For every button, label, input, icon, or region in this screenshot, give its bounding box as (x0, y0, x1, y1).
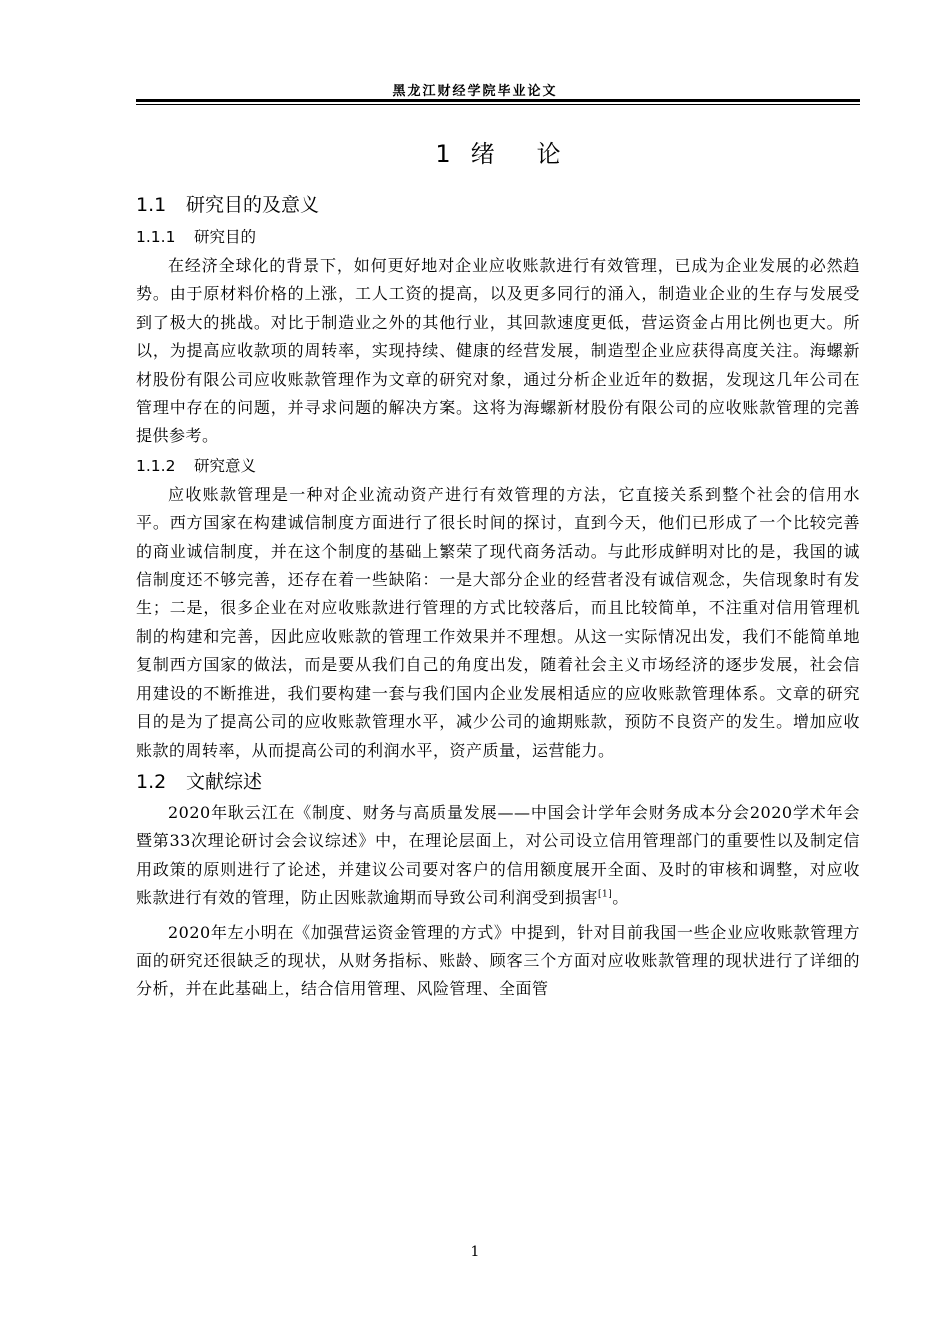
section-number: 1.1 (136, 194, 167, 216)
chapter-title-part2: 论 (536, 140, 561, 168)
paragraph-research-significance: 应收账款管理是一种对企业流动资产进行有效管理的方法，它直接关系到整个社会的信用水平。西方国家在构建诚信制度方面进行了很长时间的探讨，直到今天，他们已形成了一个比较完善的商业诚信制度，并在这个制度的基础上繁荣了现代商务活动。与此形成鲜明对比的是，我国的诚信制度还不够完善，还存在着一些缺陷：一是大部分企业的经营者没有诚信观念，失信现象时有发生；二是，很多企业在对应收账款进行管理的方式比较落后，而且比较简单，不注重对信用管理机制的构建和完善，因此应收账款的管理工作效果并不理想。从这一实际情况出发，我们不能简单地复制西方国家的做法，而是要从我们自己的角度出发，随着社会主义市场经济的逐步发展，社会信用建设的不断推进，我们要构建一套与我们国内企业发展相适应的应收账款管理体系。文章的研究目的是为了提高公司的应收账款管理水平，减少公司的逾期账款，预防不良资产的发生。增加应收账款的周转率，从而提高公司的利润水平，资产质量，运营能力。 (136, 484, 860, 760)
paragraph-text: 2020年耿云江在《制度、财务与高质量发展——中国会计学年会财务成本分会2020学术年会暨第33次理论研讨会会议综述》中，在理论层面上，对公司设立信用管理部门的重要性以及制定信用政策的原则进行了论述，并建议公司要对客户的信用额度展开全面、及时的审核和调整，对应收账款进行有效的管理，防止因账款逾期而导致公司利润受到损害 (136, 802, 860, 908)
header-rule-thin (136, 104, 860, 105)
chapter-title (136, 132, 860, 176)
page-content (136, 128, 860, 1004)
section-title: 文献综述 (186, 770, 263, 793)
header-rule-thick (136, 99, 860, 102)
section-title: 研究目的 (194, 228, 257, 246)
section-number: 1.1.1 (136, 228, 176, 246)
paragraph-literature-1 (136, 799, 860, 913)
section-number: 1.1.2 (136, 456, 176, 475)
section-title: 研究意义 (194, 456, 257, 475)
paragraph-literature-2: 2020年左小明在《加强营运资金管理的方式》中提到，针对目前我国一些企业应收账款管理方面的研究还很缺乏的现状，从财务指标、账龄、顾客三个方面对应收账款管理的现状进行了详细的分析，并在此基础上，结合信用管理、风险管理、全面管 (136, 922, 860, 999)
section-heading-1-1-2 (136, 451, 860, 481)
section-title: 研究目的及意义 (186, 194, 320, 216)
paragraph-research-purpose: 在经济全球化的背景下，如何更好地对企业应收账款进行有效管理，已成为企业发展的必然趋势。由于原材料价格的上涨，工人工资的提高，以及更多同行的涌入，制造业企业的生存与发展受到了极大的挑战。对比于制造业之外的其他行业，其回款速度更低，营运资金占用比例也更大。所以，为提高应收款项的周转率，实现持续、健康的经营发展，制造型企业应获得高度关注。海螺新材股份有限公司应收账款管理作为文章的研究对象，通过分析企业近年的数据，发现这几年公司在管理中存在的问题，并寻求问题的解决方案。这将为海螺新材股份有限公司的应收账款管理的完善提供参考。 (136, 256, 860, 446)
section-heading-1-2 (136, 765, 860, 799)
citation-reference[interactable]: [1] (598, 889, 613, 900)
running-header: 黑龙江财经学院毕业论文 (392, 84, 558, 99)
chapter-title-part1: 绪 (470, 140, 495, 168)
page-number: 1 (470, 1244, 480, 1260)
section-heading-1-1 (136, 188, 860, 222)
section-heading-1-1-1 (136, 222, 860, 252)
section-number: 1.2 (136, 770, 167, 793)
paragraph-end: 。 (612, 888, 629, 908)
chapter-number: 1 (435, 140, 451, 168)
